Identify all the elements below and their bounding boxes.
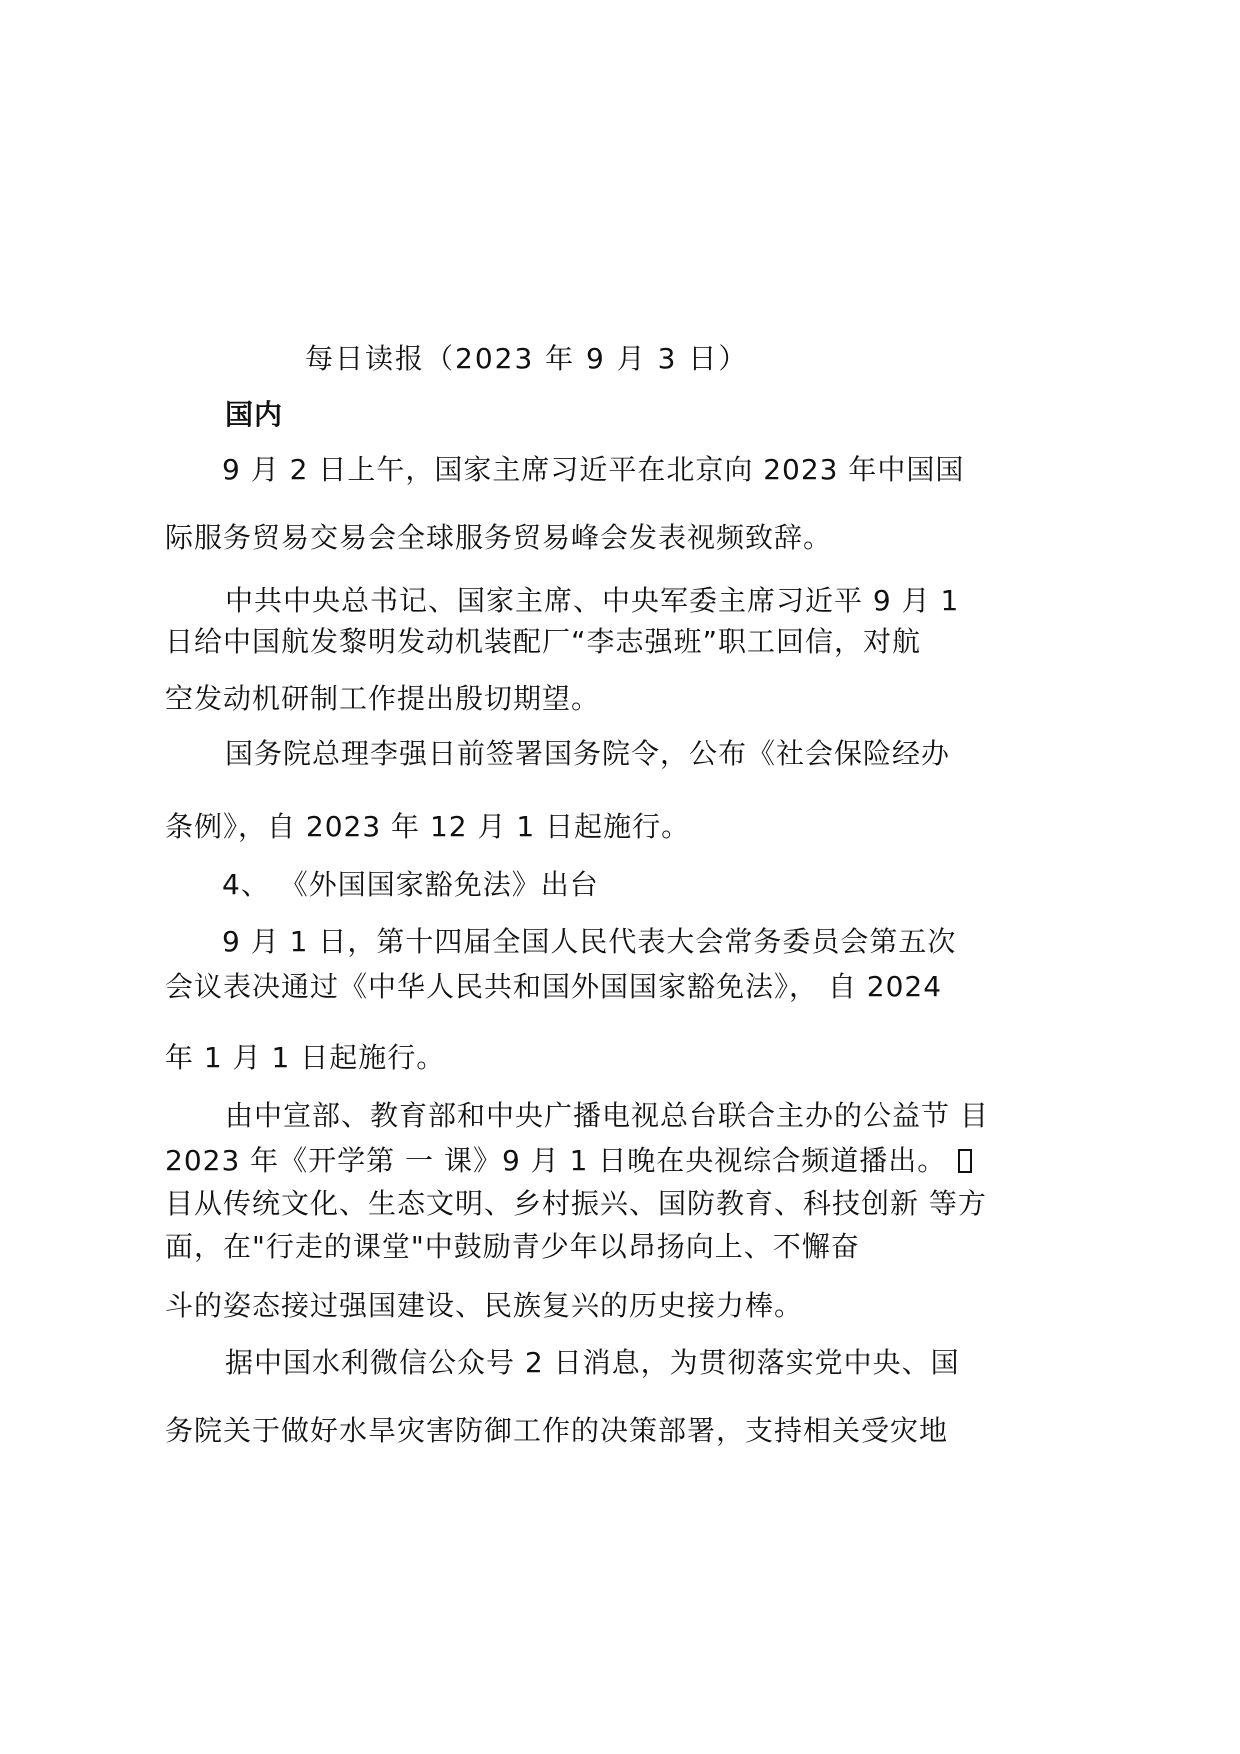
paragraph-line: 由中宣部、教育部和中央广播电视总台联合主办的公益节 目	[225, 1099, 989, 1132]
paragraph-line: 条例》，自 2023 年 12 月 1 日起施行。	[165, 810, 691, 843]
paragraph-line	[165, 1144, 972, 1178]
paragraph-line: 国务院总理李强日前签署国务院令，公布《社会保险经办	[225, 737, 951, 770]
paragraph-line: 空发动机研制工作提出殷切期望。	[165, 682, 601, 715]
paragraph-line: 目从传统文化、生态文明、乡村振兴、国防教育、科技创新 等方	[165, 1187, 987, 1220]
paragraph-line: 年 1 月 1 日起施行。	[165, 1041, 446, 1074]
paragraph-line: 际服务贸易交易会全球服务贸易峰会发表视频致辞。	[165, 521, 833, 554]
paragraph-line: 据中国水利微信公众号 2 日消息，为贯彻落实党中央、国	[225, 1346, 960, 1379]
paragraph-line: 面，在"行走的课堂"中鼓励青少年以昂扬向上、不懈奋	[165, 1230, 860, 1263]
paragraph-line: 9 月 2 日上午，国家主席习近平在北京向 2023 年中国国	[222, 453, 965, 486]
paragraph-line: 4、 《外国国家豁免法》出台	[222, 868, 599, 901]
paragraph-line: 务院关于做好水旱灾害防御工作的决策部署，支持相关受灾地	[165, 1414, 949, 1447]
section-heading: 国内	[225, 398, 284, 431]
paragraph-line: 日给中国航发黎明发动机装配厂“李志强班”职工回信，对航	[165, 625, 922, 658]
document-title: 每日读报（2023 年 9 月 3 日）	[305, 342, 749, 375]
paragraph-line: 9 月 1 日，第十四届全国人民代表大会常务委员会第五次	[222, 925, 957, 958]
missing-glyph-icon	[958, 1149, 972, 1173]
paragraph-line: 斗的姿态接过强国建设、民族复兴的历史接力棒。	[165, 1289, 804, 1322]
paragraph-line: 会议表决通过《中华人民共和国外国国家豁免法》， 自 2024	[165, 970, 943, 1003]
paragraph-line-text: 2023 年《开学第 一 课》9 月 1 日晚在央视综合频道播出。	[165, 1144, 947, 1177]
paragraph-line: 中共中央总书记、国家主席、中央军委主席习近平 9 月 1	[225, 584, 960, 617]
